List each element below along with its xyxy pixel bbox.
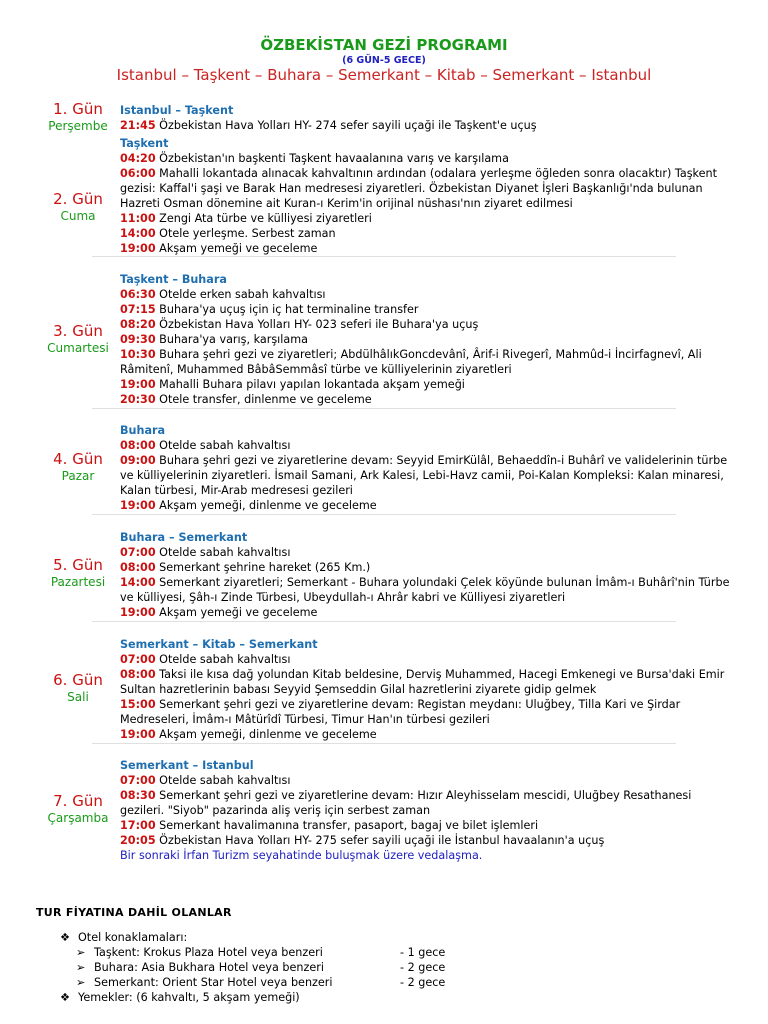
schedule-item <box>120 727 732 742</box>
hotel-item <box>76 960 496 975</box>
day-schedule <box>120 758 732 863</box>
day-label <box>38 671 118 704</box>
schedule-text: Akşam yemeği ve geceleme <box>155 606 318 619</box>
schedule-time: 08:30 <box>120 789 156 802</box>
schedule-item <box>120 545 732 560</box>
diamond-bullet-icon: ❖ <box>60 991 71 1004</box>
day-schedule <box>120 637 732 742</box>
schedule-time: 08:20 <box>120 318 156 331</box>
schedule-item <box>120 697 732 727</box>
schedule-item <box>120 453 732 498</box>
schedule-text: Otele yerleşme. Serbest zaman <box>155 227 336 240</box>
schedule-text: Otele transfer, dinlenme ve geceleme <box>155 393 372 406</box>
schedule-item <box>120 211 732 226</box>
day-divider <box>92 621 676 622</box>
day-weekday: Cumartesi <box>47 341 109 355</box>
day-number: 1. Gün <box>53 100 103 118</box>
schedule-time: 20:30 <box>120 393 156 406</box>
hotel-text: Semerkant: Orient Star Hotel veya benzeri <box>94 976 333 989</box>
day-schedule <box>120 530 732 620</box>
schedule-text: Akşam yemeği ve geceleme <box>155 242 318 255</box>
schedule-time: 14:00 <box>120 576 156 589</box>
schedule-time: 15:00 <box>120 698 156 711</box>
schedule-time: 19:00 <box>120 499 156 512</box>
schedule-item <box>120 317 732 332</box>
schedule-item <box>120 605 732 620</box>
day-heading: Istanbul – Taşkent <box>120 104 234 117</box>
schedule-item <box>120 377 732 392</box>
hotel-text: Taşkent: Krokus Plaza Hotel veya benzeri <box>94 946 323 959</box>
schedule-item <box>120 392 732 407</box>
schedule-item <box>120 287 732 302</box>
schedule-time: 07:00 <box>120 546 156 559</box>
schedule-text: Otelde sabah kahvaltısı <box>155 546 291 559</box>
schedule-time: 20:05 <box>120 834 156 847</box>
schedule-text: Akşam yemeği, dinlenme ve geceleme <box>155 499 377 512</box>
schedule-item <box>120 151 732 166</box>
schedule-item <box>120 226 732 241</box>
arrow-bullet-icon: ➢ <box>76 961 86 974</box>
schedule-time: 17:00 <box>120 819 156 832</box>
schedule-text: Özbekistan Hava Yolları HY- 023 seferi ile Buhara'ya uçuş <box>155 318 479 331</box>
day-heading: Semerkant – Kitab – Semerkant <box>120 638 318 651</box>
schedule-item <box>120 332 732 347</box>
day-divider <box>92 408 676 409</box>
schedule-time: 07:00 <box>120 774 156 787</box>
day-label <box>38 450 118 483</box>
schedule-text: Semerkant ziyaretleri; Semerkant - Buhara yolundaki Çelek köyünde bulunan İmâm-ı Buhârî'nin Türbe ve külliyesi, Şâh-ı Zinde Türbesi, Ubeydullah-ı Ahrâr kabri ve Külliyesi ziyaretleri <box>120 576 730 604</box>
meals-text: Yemekler: (6 kahvaltı, 5 akşam yemeği) <box>78 991 300 1004</box>
arrow-bullet-icon: ➢ <box>76 976 86 989</box>
schedule-time: 08:00 <box>120 439 156 452</box>
schedule-text: Buhara şehri gezi ve ziyaretleri; AbdülhâlıkGoncdevânî, Ârif-i Rivegerî, Mahmûd-i İncirfagnevî, Ali Râmitenî, Muhammed BâbâSemmâsî türbe ve külliyelerinin ziyaretleri <box>120 348 702 376</box>
schedule-time: 06:00 <box>120 167 156 180</box>
day-label <box>38 322 118 355</box>
day-heading: Buhara – Semerkant <box>120 531 248 544</box>
schedule-text: Zengi Ata türbe ve külliyesi ziyaretleri <box>155 212 372 225</box>
schedule-text: Özbekistan'ın başkenti Taşkent havaalanına varış ve karşılama <box>155 152 509 165</box>
schedule-text: Otelde sabah kahvaltısı <box>155 774 291 787</box>
schedule-time: 14:00 <box>120 227 156 240</box>
day-heading: Semerkant – Istanbul <box>120 759 254 772</box>
hotel-item <box>76 975 496 990</box>
schedule-text: Semerkant şehrine hareket (265 Km.) <box>155 561 371 574</box>
day-schedule <box>120 103 732 133</box>
schedule-item <box>120 302 732 317</box>
schedule-time: 04:20 <box>120 152 156 165</box>
diamond-bullet-icon: ❖ <box>60 931 71 944</box>
hotel-item <box>76 945 496 960</box>
day-heading: Taşkent – Buhara <box>120 273 227 286</box>
day-number: 2. Gün <box>53 190 103 208</box>
list-item <box>60 990 300 1005</box>
schedule-text: Otelde sabah kahvaltısı <box>155 439 291 452</box>
day-number: 4. Gün <box>53 450 103 468</box>
day-label <box>38 100 118 133</box>
day-number: 7. Gün <box>53 792 103 810</box>
schedule-time: 06:30 <box>120 288 156 301</box>
schedule-time: 19:00 <box>120 378 156 391</box>
schedule-item <box>120 560 732 575</box>
schedule-time: 19:00 <box>120 606 156 619</box>
schedule-text: Akşam yemeği, dinlenme ve geceleme <box>155 728 377 741</box>
schedule-time: 21:45 <box>120 119 156 132</box>
day-number: 6. Gün <box>53 671 103 689</box>
schedule-item <box>120 575 732 605</box>
schedule-time: 08:00 <box>120 668 156 681</box>
schedule-text: Buhara şehri gezi ve ziyaretlerine devam: Seyyid EmirKülâl, Behaeddîn-i Buhârî ve validelerinin türbe ve külliyelerinin ziyaretleri. İsmail Samani, Ark Kalesi, Lebi-Havz camii, Poi-Kalan Kompleksi: Kalan minaresi, Kalan türbesi, Mir-Arab medresesi gezileri <box>120 454 728 497</box>
schedule-text: Buhara'ya varış, karşılama <box>155 333 308 346</box>
program-duration: (6 GÜN-5 GECE) <box>342 55 426 66</box>
schedule-text: Taksi ile kısa dağ yolundan Kitab beldesine, Derviş Muhammed, Hacegi Emkenegi ve Bursa'daki Emir Sultan hazretlerinin babası Seyyid Şemseddin Gilal hazretlerini ziyarete gidip gelmek <box>120 668 725 696</box>
schedule-item <box>120 833 732 848</box>
hotels-label: Otel konaklamaları: <box>78 931 188 944</box>
day-number: 5. Gün <box>53 556 103 574</box>
program-title: ÖZBEKİSTAN GEZİ PROGRAMI <box>260 36 508 54</box>
day-label <box>38 190 118 223</box>
day-label <box>38 556 118 589</box>
day-heading: Buhara <box>120 424 166 437</box>
schedule-time: 09:00 <box>120 454 156 467</box>
schedule-text: Otelde sabah kahvaltısı <box>155 653 291 666</box>
schedule-item <box>120 667 732 697</box>
schedule-text: Semerkant şehri gezi ve ziyaretlerine devam: Hızır Aleyhisselam mescidi, Uluğbey Resathanesi gezileri. "Siyob" pazarinda aliş veriş için serbest zaman <box>120 789 692 817</box>
day-divider <box>92 514 676 515</box>
schedule-text: Semerkant şehri gezi ve ziyaretlerine devam: Registan meydanı: Uluğbey, Tilla Kari ve Şirdar Medreseleri, İmâm-ı Mâtürîdî Türbesi, Timur Han'ın türbesi gezileri <box>120 698 681 726</box>
day-divider <box>92 256 676 257</box>
schedule-item <box>120 788 732 818</box>
day-number: 3. Gün <box>53 322 103 340</box>
schedule-time: 08:00 <box>120 561 156 574</box>
schedule-item <box>120 498 732 513</box>
schedule-time: 09:30 <box>120 333 156 346</box>
included-title: TUR FİYATINA DAHİL OLANLAR <box>36 906 232 919</box>
hotel-nights: - 2 gece <box>400 961 446 974</box>
day-schedule <box>120 423 732 513</box>
schedule-text: Özbekistan Hava Yolları HY- 275 sefer sayili uçaği ile İstanbul havaalanın'a uçuş <box>155 834 605 847</box>
schedule-item <box>120 118 732 133</box>
schedule-item <box>120 773 732 788</box>
schedule-time: 19:00 <box>120 728 156 741</box>
schedule-text: Mahalli lokantada alınacak kahvaltının ardından (odalara yerleşme öğleden sonra olacaktır) Taşkent gezisi: Kaffal'i şaşi ve Barak Han medresesi ziyaretleri. Özbekistan Diyanet İşleri Başkanlığı'nda bulunan Hazreti Osman dönemine ait Kuran-ı Kerim'in orijinal nüshası'nın ziyaret edilmesi <box>120 167 717 210</box>
schedule-text: Özbekistan Hava Yolları HY- 274 sefer sayili uçaği ile Taşkent'e uçuş <box>155 119 537 132</box>
schedule-item <box>120 347 732 377</box>
schedule-item <box>120 652 732 667</box>
farewell-note: Bir sonraki İrfan Turizm seyahatinde buluşmak üzere vedalaşma. <box>120 849 483 862</box>
schedule-text: Otelde erken sabah kahvaltısı <box>155 288 326 301</box>
schedule-item <box>120 438 732 453</box>
day-weekday: Pazartesi <box>50 575 106 589</box>
day-schedule <box>120 136 732 256</box>
day-label <box>38 792 118 825</box>
schedule-time: 11:00 <box>120 212 156 225</box>
schedule-item <box>120 166 732 211</box>
schedule-time: 07:00 <box>120 653 156 666</box>
schedule-item <box>120 241 732 256</box>
schedule-text: Semerkant havalimanına transfer, pasaport, bagaj ve bilet işlemleri <box>155 819 539 832</box>
hotel-nights: - 1 gece <box>400 946 446 959</box>
day-weekday: Sali <box>67 690 89 704</box>
schedule-text: Mahalli Buhara pilavı yapılan lokantada akşam yemeği <box>155 378 465 391</box>
program-route: Istanbul – Taşkent – Buhara – Semerkant – Kitab – Semerkant – Istanbul <box>116 66 652 84</box>
list-item <box>60 930 187 945</box>
schedule-time: 19:00 <box>120 242 156 255</box>
day-weekday: Çarşamba <box>47 811 109 825</box>
arrow-bullet-icon: ➢ <box>76 946 86 959</box>
day-heading: Taşkent <box>120 137 169 150</box>
hotel-nights: - 2 gece <box>400 976 446 989</box>
day-schedule <box>120 272 732 407</box>
schedule-item <box>120 818 732 833</box>
day-divider <box>92 743 676 744</box>
schedule-time: 07:15 <box>120 303 156 316</box>
schedule-text: Buhara'ya uçuş için iç hat terminaline transfer <box>155 303 419 316</box>
day-weekday: Perşembe <box>48 119 108 133</box>
schedule-time: 10:30 <box>120 348 156 361</box>
day-weekday: Pazar <box>61 469 95 483</box>
hotel-text: Buhara: Asia Bukhara Hotel veya benzeri <box>94 961 324 974</box>
day-weekday: Cuma <box>60 209 96 223</box>
